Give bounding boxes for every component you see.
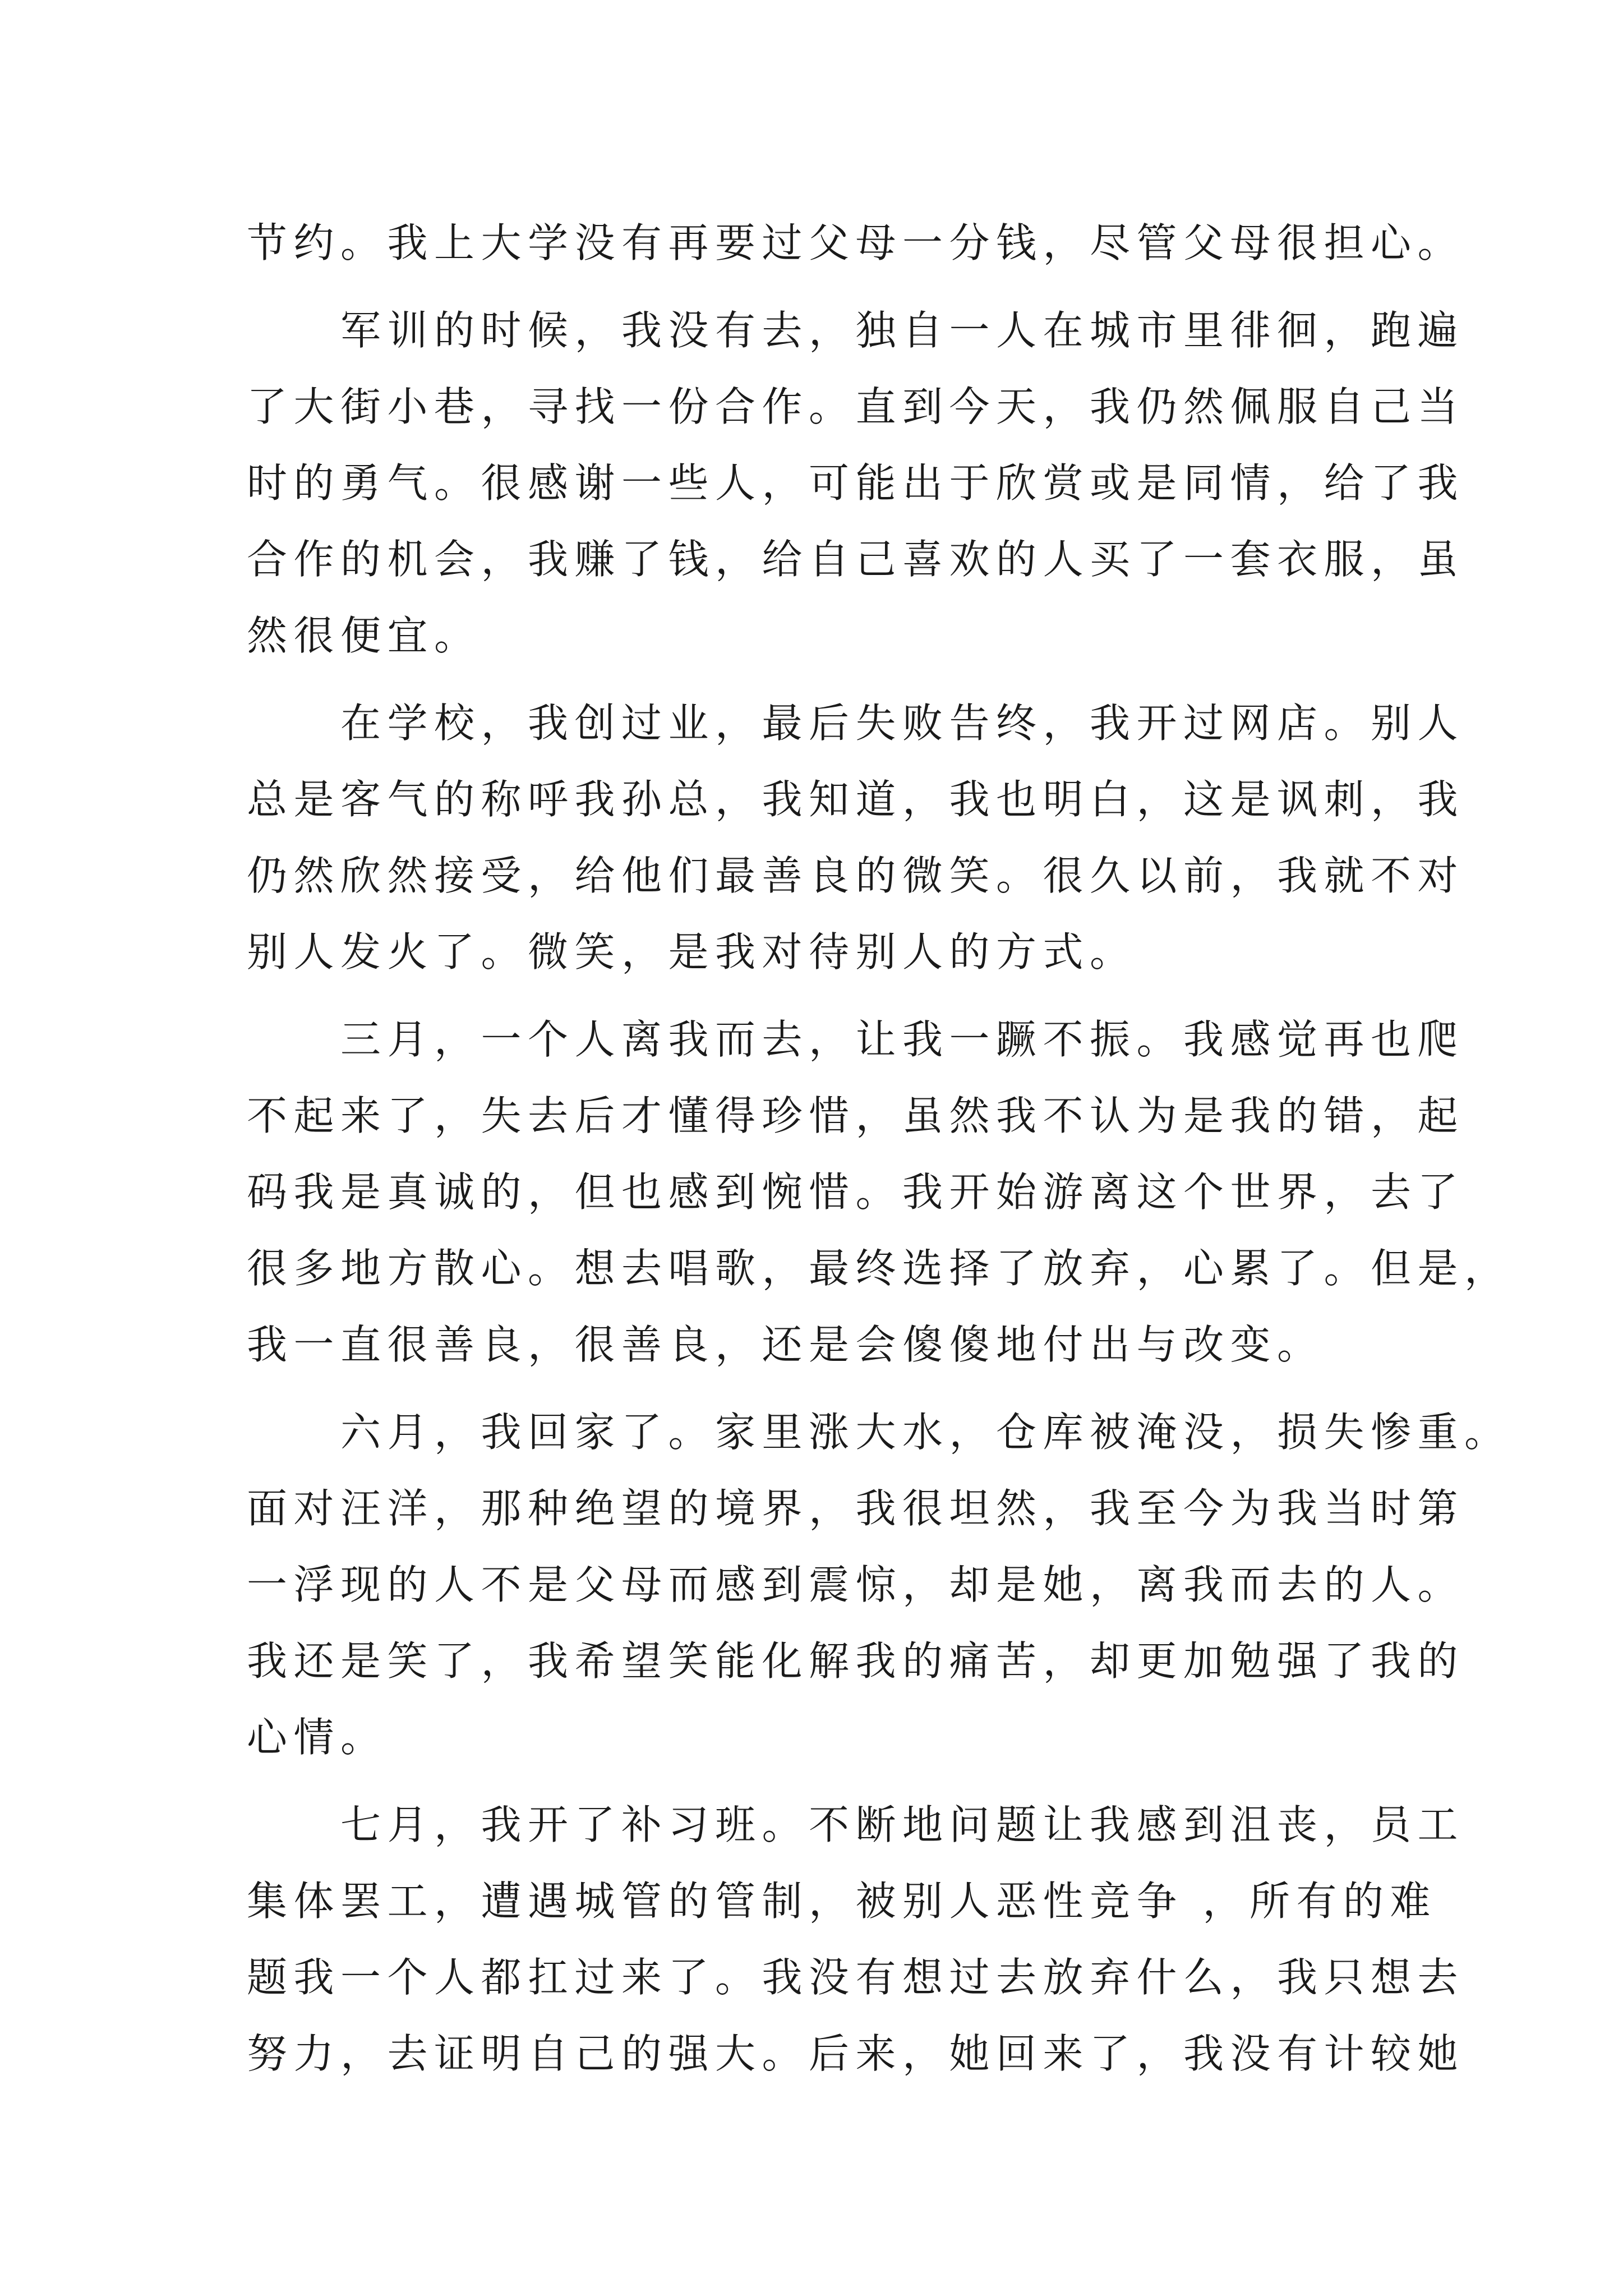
text-line: 仍然欣然接受，给他们最善良的微笑。很久以前，我就不对 xyxy=(247,852,1465,899)
text-line: 一浮现的人不是父母而感到震惊，却是她，离我而去的人。 xyxy=(247,1561,1465,1608)
text-line: 面对汪洋，那种绝望的境界，我很坦然，我至今为我当时第 xyxy=(247,1485,1465,1532)
text-line: 题我一个人都扛过来了。我没有想过去放弃什么，我只想去 xyxy=(247,1954,1465,2001)
text-line: 努力，去证明自己的强大。后来，她回来了，我没有计较她 xyxy=(247,2030,1465,2077)
text-line: 心情。 xyxy=(247,1714,388,1761)
text-line: 时的勇气。很感谢一些人，可能出于欣赏或是同情，给了我 xyxy=(247,459,1465,507)
paragraph-first-line: 军训的时候，我没有去，独自一人在城市里徘徊，跑遍 xyxy=(340,307,1465,354)
text-line: 总是客气的称呼我孙总，我知道，我也明白，这是讽刺，我 xyxy=(247,776,1465,823)
body-text xyxy=(247,205,1511,2092)
text-line: 了大街小巷，寻找一份合作。直到今天，我仍然佩服自己当 xyxy=(247,383,1465,430)
text-line: 不起来了，失去后才懂得珍惜，虽然我不认为是我的错，起 xyxy=(247,1092,1465,1139)
text-line: 节约。我上大学没有再要过父母一分钱，尽管父母很担心。 xyxy=(247,219,1465,266)
paragraph-first-line: 六月，我回家了。家里涨大水，仓库被淹没，损失惨重。 xyxy=(340,1409,1511,1456)
text-line: 集体罢工，遭遇城管的管制，被别人恶性竞争 ，所有的难 xyxy=(247,1878,1437,1925)
text-line: 合作的机会，我赚了钱，给自己喜欢的人买了一套衣服，虽 xyxy=(247,536,1465,583)
text-line: 我一直很善良，很善良，还是会傻傻地付出与改变。 xyxy=(247,1321,1324,1368)
paragraph-first-line: 三月，一个人离我而去，让我一蹶不振。我感觉再也爬 xyxy=(340,1016,1465,1063)
paragraph-first-line: 在学校，我创过业，最后失败告终，我开过网店。别人 xyxy=(340,700,1465,747)
text-line: 然很便宜。 xyxy=(247,612,481,659)
text-line: 我还是笑了，我希望笑能化解我的痛苦，却更加勉强了我的 xyxy=(247,1637,1465,1685)
paragraph-first-line: 七月，我开了补习班。不断地问题让我感到沮丧，员工 xyxy=(340,1801,1465,1848)
text-line: 很多地方散心。想去唱歌，最终选择了放弃，心累了。但是， xyxy=(247,1245,1511,1292)
text-line: 码我是真诚的，但也感到惋惜。我开始游离这个世界，去了 xyxy=(247,1168,1465,1216)
text-line: 别人发火了。微笑，是我对待别人的方式。 xyxy=(247,928,1137,976)
